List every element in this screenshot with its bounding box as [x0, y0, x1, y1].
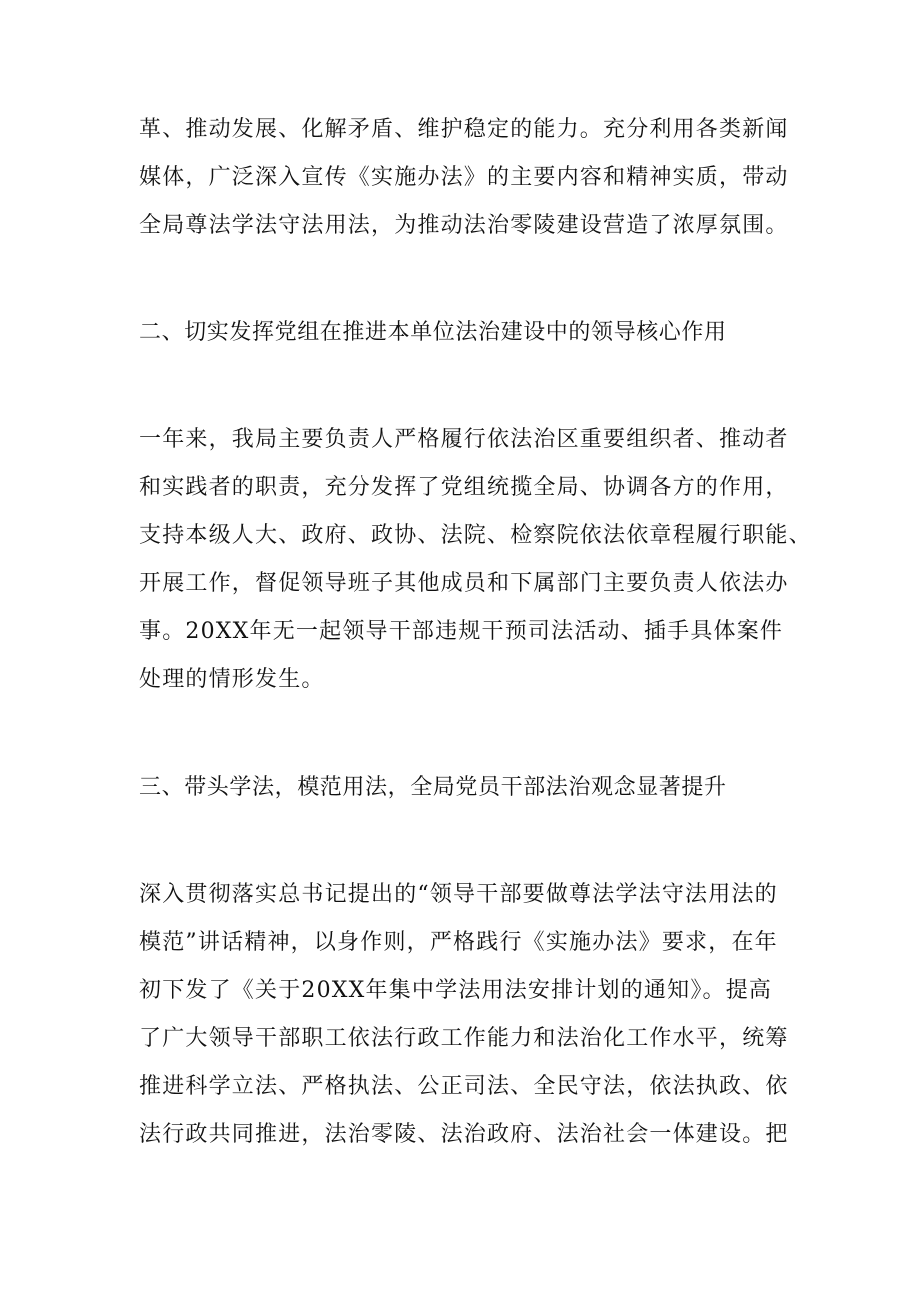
paragraph-3-line-4: 了广大领导干部职工依法行政工作能力和法治化工作水平，统筹 [139, 1026, 789, 1051]
paragraph-3-line-6: 法行政共同推进，法治零陵、法治政府、法治社会一体建设。把 [139, 1122, 789, 1147]
paragraph-1-line-2: 媒体，广泛深入宣传《实施办法》的主要内容和精神实质，带动 [139, 165, 789, 190]
paragraph-3-line-3: 初下发了《关于20XX年集中学法用法安排计划的通知》。提高 [139, 978, 773, 1003]
paragraph-2-line-4: 开展工作，督促领导班子其他成员和下属部门主要负责人依法办 [139, 571, 789, 596]
paragraph-2-line-5: 事。20XX年无一起领导干部违规干预司法活动、插手具体案件 [139, 619, 784, 644]
section-heading-2: 二、切实发挥党组在推进本单位法治建设中的领导核心作用 [139, 320, 727, 345]
paragraph-3-line-1: 深入贯彻落实总书记提出的“领导干部要做尊法学法守法用法的 [139, 882, 778, 907]
paragraph-3-line-2: 模范”讲话精神，以身作则，严格践行《实施办法》要求，在年 [139, 930, 778, 955]
paragraph-2-line-3: 支持本级人大、政府、政协、法院、检察院依法依章程履行职能、 [139, 523, 812, 548]
paragraph-2-line-2: 和实践者的职责，充分发挥了党组统揽全局、协调各方的作用， [139, 475, 789, 500]
paragraph-2-line-6: 处理的情形发生。 [139, 667, 325, 692]
section-heading-3: 三、带头学法，模范用法，全局党员干部法治观念显著提升 [139, 775, 727, 800]
paragraph-2-line-1: 一年来，我局主要负责人严格履行依法治区重要组织者、推动者 [139, 427, 789, 452]
paragraph-3-line-5: 推进科学立法、严格执法、公正司法、全民守法，依法执政、依 [139, 1074, 789, 1099]
paragraph-1-line-3: 全局尊法学法守法用法，为推动法治零陵建设营造了浓厚氛围。 [139, 213, 789, 238]
paragraph-1-line-1: 革、推动发展、化解矛盾、维护稳定的能力。充分利用各类新闻 [139, 117, 789, 142]
